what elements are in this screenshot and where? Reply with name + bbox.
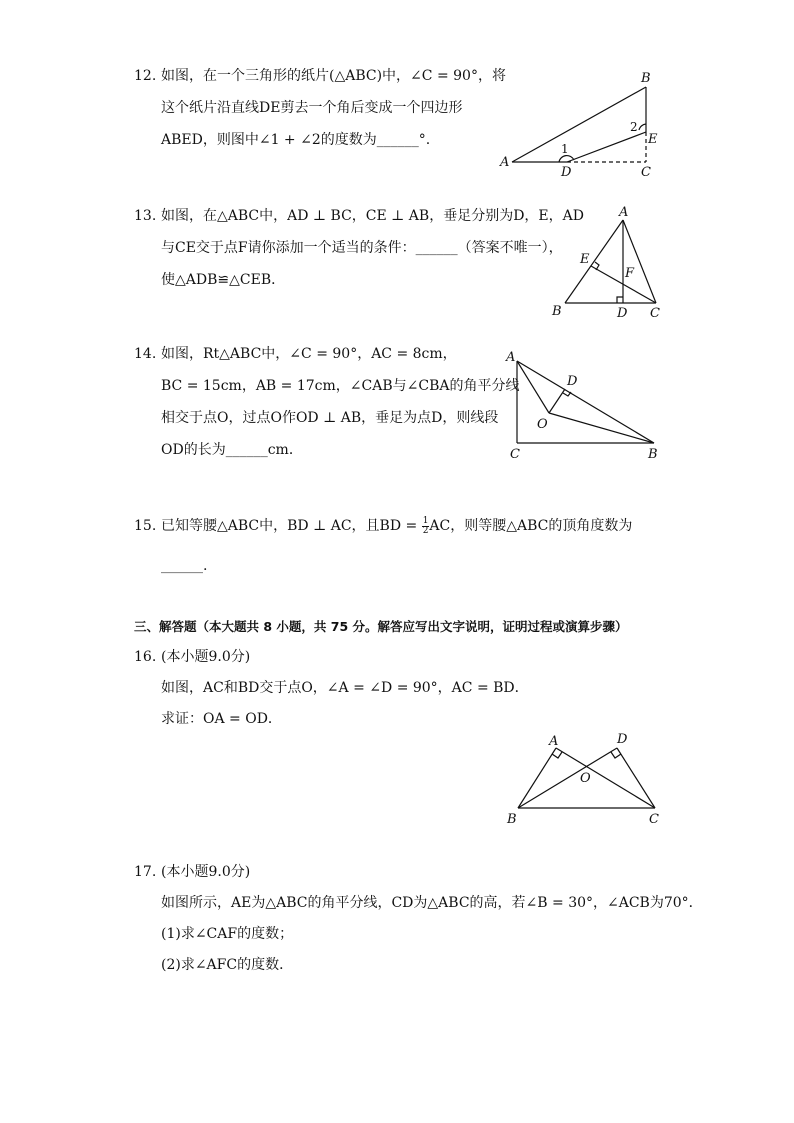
q12-line1: 如图，在一个三角形的纸片(△ABC)中，∠C = 90°，将: [161, 68, 506, 84]
q14-line4: OD的长为______cm．: [161, 442, 303, 458]
q16-number: 16.: [134, 649, 157, 665]
q16-line1: 如图，AC和BD交于点O，∠A = ∠D = 90°，AC = BD．: [161, 680, 529, 696]
q12-angle2: 2: [630, 120, 638, 134]
q14-label-D: D: [567, 374, 578, 389]
q14-line3: 相交于点O，过点O作OD ⊥ AB，垂足为点D，则线段: [161, 410, 499, 426]
q14-label-O: O: [537, 417, 548, 432]
q14-line1: 如图，Rt△ABC中，∠C = 90°，AC = 8cm，: [161, 346, 457, 362]
q12-label-E: E: [648, 132, 658, 147]
q14-line2: BC = 15cm，AB = 17cm，∠CAB与∠CBA的角平分线: [161, 378, 520, 394]
q13-label-B: B: [552, 304, 562, 319]
q13-label-F: F: [625, 266, 635, 281]
q13-label-C: C: [650, 306, 660, 321]
q15-line1-post: AC，则等腰△ABC的顶角度数为: [429, 518, 633, 534]
q13-line1: 如图，在△ABC中，AD ⊥ BC，CE ⊥ AB，垂足分别为D，E，AD: [161, 208, 584, 224]
q12-line2: 这个纸片沿直线DE剪去一个角后变成一个四边形: [161, 100, 463, 116]
q16-label-C: C: [649, 812, 659, 827]
section3-heading: 三、解答题（本大题共 8 小题，共 75 分。解答应写出文字说明，证明过程或演算步骤）: [134, 619, 628, 634]
q14-number: 14.: [134, 346, 157, 362]
q12-line3: ABED，则图中∠1 + ∠2的度数为______°.: [161, 132, 431, 148]
q17-score: (本小题9.0分): [161, 864, 251, 880]
q12-angle1: 1: [561, 142, 569, 156]
q15-number: 15.: [134, 518, 157, 534]
q13-label-A: A: [619, 205, 629, 220]
q13-line3: 使△ADB≌△CEB．: [161, 272, 286, 288]
q12-label-B: B: [641, 71, 651, 86]
q13-label-E: E: [580, 252, 590, 267]
q15-frac-den: 2: [422, 525, 429, 536]
q17-number: 17.: [134, 864, 157, 880]
q16-label-A: A: [549, 734, 559, 749]
q14-label-B: B: [648, 447, 658, 462]
q17-line2: (1)求∠CAF的度数；: [161, 926, 294, 942]
q12-label-D: D: [561, 165, 572, 180]
q12-label-A: A: [500, 155, 510, 170]
q12-label-C: C: [641, 165, 651, 180]
q12-number: 12.: [134, 68, 157, 84]
q15-line1-pre: 已知等腰△ABC中，BD ⊥ AC，且BD =: [161, 518, 422, 534]
q15-line2: ______.: [161, 558, 208, 574]
q17-line3: (2)求∠AFC的度数．: [161, 957, 294, 973]
q16-score: (本小题9.0分): [161, 649, 251, 665]
q13-number: 13.: [134, 208, 157, 224]
q16-line2: 求证：OA = OD．: [161, 711, 282, 727]
q13-line2: 与CE交于点F请你添加一个适当的条件：______（答案不唯一），: [161, 240, 563, 256]
q13-label-D: D: [617, 306, 628, 321]
q16-label-B: B: [507, 812, 517, 827]
q14-label-C: C: [510, 447, 520, 462]
q16-label-D: D: [617, 732, 628, 747]
q15-frac-num: 1: [422, 515, 429, 526]
q15-line1: [161, 516, 632, 536]
q14-label-A: A: [506, 350, 516, 365]
q17-line1: 如图所示，AE为△ABC的角平分线，CD为△ABC的高，若∠B = 30°，∠ACB为70°．: [161, 895, 703, 911]
q16-label-O: O: [580, 771, 591, 786]
